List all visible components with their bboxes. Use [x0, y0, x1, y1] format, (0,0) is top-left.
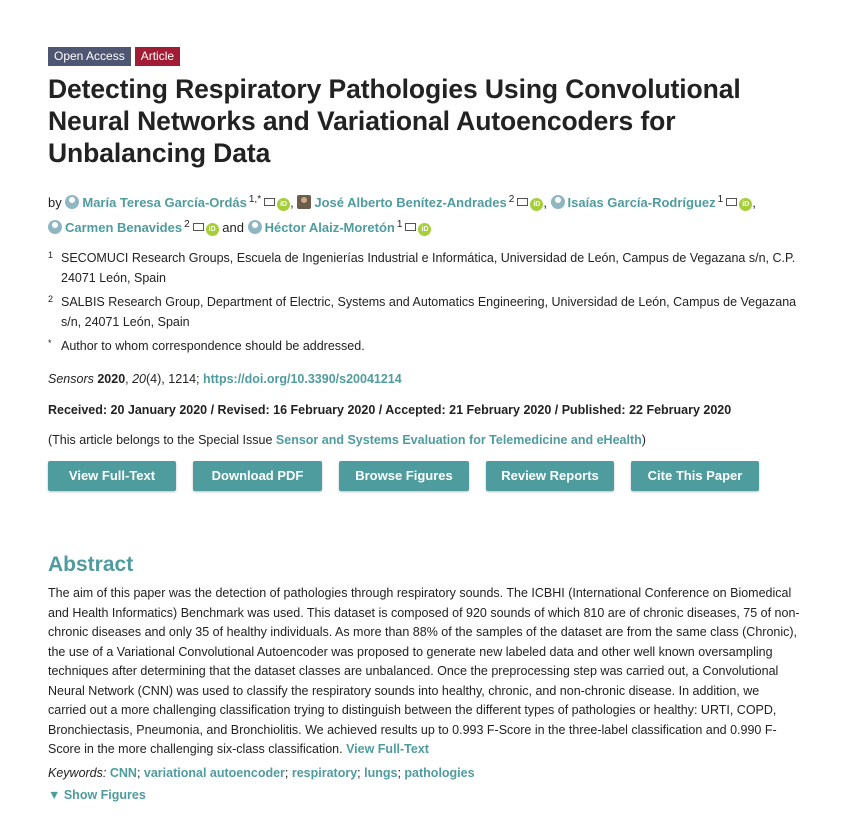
- author-link[interactable]: Isaías García-Rodríguez: [567, 195, 716, 210]
- affiliation-item: [48, 248, 800, 288]
- citation-volume: 20: [132, 372, 147, 386]
- author-avatar-icon: [551, 195, 565, 209]
- mail-icon[interactable]: [264, 198, 275, 206]
- affiliation-number: 2: [48, 294, 54, 304]
- mail-icon[interactable]: [517, 198, 528, 206]
- author-avatar-icon: [297, 195, 311, 209]
- affiliation-text: Author to whom correspondence should be addressed.: [61, 339, 365, 353]
- mail-icon[interactable]: [405, 223, 416, 231]
- open-access-badge[interactable]: Open Access: [48, 47, 131, 66]
- article-type-badge[interactable]: Article: [135, 47, 180, 66]
- special-issue-prefix: (This article belongs to the Special Issue: [48, 433, 276, 447]
- citation-pages: , 1214;: [161, 372, 203, 386]
- download-pdf-button[interactable]: Download PDF: [193, 461, 322, 491]
- affiliation-number: 1: [48, 250, 54, 260]
- author-affiliation-sup: 1: [396, 219, 403, 230]
- cite-this-paper-button[interactable]: Cite This Paper: [631, 461, 759, 491]
- author-link[interactable]: Carmen Benavides: [65, 220, 183, 235]
- author-avatar-icon: [65, 195, 79, 209]
- author-link[interactable]: José Alberto Benítez-Andrades: [314, 195, 507, 210]
- author-affiliation-sup: 1,*: [248, 194, 262, 205]
- orcid-icon[interactable]: iD: [418, 223, 431, 236]
- special-issue: [48, 431, 800, 449]
- abstract-heading: Abstract: [48, 553, 134, 576]
- author-link[interactable]: María Teresa García-Ordás: [82, 195, 247, 210]
- abstract-body: [48, 584, 800, 760]
- affiliation-number: *: [48, 338, 52, 348]
- authors-prefix: by: [48, 195, 62, 210]
- article-page: [48, 47, 800, 802]
- abstract-text: The aim of this paper was the detection of pathologies through respiratory sounds. The ICBHI (International Conference on Biomedical and Health Informatics) Benchmark was used. This dataset is composed of 920 sounds of which 810 are of chronic diseases, 75 of non-chronic diseases and only 35 of healthy individuals. As more than 88% of the samples of the dataset are from the same class (Chronic), the use of a Variational Convolutional Autoencoder was proposed to generate new labeled data and other well known oversampling techniques after determining that the dataset classes are unbalanced. Once the preprocessing step was carried out, a Convolutional Neural Network (CNN) was used to classify the respiratory sounds into healthy, chronic, and non-chronic disease. In addition, we carried out a more challenging classification trying to distinguish between the different types of pathologies or healthy: URTI, COPD, Bronchiectasis, Pneumonia, and Bronchiolitis. We achieved results up to 0.993 F-Score in the three-label classification and 0.990 F-Score in the more challenging six-class classification.: [48, 586, 800, 756]
- review-reports-button[interactable]: Review Reports: [486, 461, 614, 491]
- citation: Sensors 2020, 20(4), 1214; https://doi.org/10.3390/s20041214: [48, 372, 402, 386]
- show-figures-toggle[interactable]: ▼ Show Figures: [48, 787, 146, 802]
- keyword-link[interactable]: respiratory: [291, 765, 358, 780]
- author-avatar-icon: [48, 220, 62, 234]
- journal-name: Sensors: [48, 372, 94, 386]
- author-affiliation-sup: 2: [508, 194, 515, 205]
- mail-icon[interactable]: [193, 223, 204, 231]
- author-list: by María Teresa García-Ordás $^{1,*}$ iD , José Alberto Benítez-Andrades $^2$ iD , Isaías García-Rodríguez $^1$ iD , Carmen Benavides $^2$ iD and Héctor Alaiz-Moretón $^1$ iD: [48, 194, 756, 235]
- keywords: Keywords: CNN; variational autoencoder; respiratory; lungs; pathologies: [48, 765, 475, 780]
- orcid-icon[interactable]: iD: [739, 198, 752, 211]
- view-full-text-button[interactable]: View Full-Text: [48, 461, 176, 491]
- affiliation-text: SALBIS Research Group, Department of Electric, Systems and Automatics Engineering, Universidad de León, Campus de Vegazana s/n, 24071 León, Spain: [61, 295, 797, 329]
- keyword-link[interactable]: variational autoencoder: [143, 765, 285, 780]
- special-issue-link[interactable]: Sensor and Systems Evaluation for Telemedicine and eHealth: [275, 433, 642, 447]
- author-affiliation-sup: 1: [717, 194, 724, 205]
- abstract-full-text-link[interactable]: View Full-Text: [346, 742, 429, 756]
- badges: [48, 47, 800, 66]
- orcid-icon[interactable]: iD: [530, 198, 543, 211]
- special-issue-suffix: ): [641, 433, 646, 447]
- affiliations: [48, 248, 800, 356]
- author-avatar-icon: [248, 220, 262, 234]
- keyword-link[interactable]: pathologies: [404, 765, 475, 780]
- article-title: Detecting Respiratory Pathologies Using Convolutional Neural Networks and Variational Autoencoders for Unbalancing Data: [48, 74, 741, 168]
- orcid-icon[interactable]: iD: [277, 198, 290, 211]
- doi-link[interactable]: https://doi.org/10.3390/s20041214: [203, 372, 402, 386]
- keyword-link[interactable]: CNN: [109, 765, 137, 780]
- keywords-label: Keywords:: [48, 765, 107, 780]
- author-affiliation-sup: 2: [184, 219, 190, 230]
- action-buttons: [48, 461, 800, 491]
- affiliation-item: [48, 336, 800, 356]
- citation-year: 2020: [97, 372, 126, 386]
- mail-icon[interactable]: [726, 198, 737, 206]
- keyword-link[interactable]: lungs: [364, 765, 398, 780]
- author-link[interactable]: Héctor Alaiz-Moretón: [264, 220, 395, 235]
- affiliation-text: SECOMUCI Research Groups, Escuela de Ingenierías Industrial e Informática, Universidad de León, Campus de Vegazana s/n, C.P. 24071 León, Spain: [61, 251, 796, 285]
- authors-and: and: [222, 220, 244, 235]
- affiliation-item: [48, 292, 800, 332]
- orcid-icon[interactable]: iD: [206, 223, 219, 236]
- citation-issue: (4): [146, 372, 162, 386]
- browse-figures-button[interactable]: Browse Figures: [339, 461, 469, 491]
- publication-dates: Received: 20 January 2020 / Revised: 16 February 2020 / Accepted: 21 February 2020 / Published: 22 February 2020: [48, 403, 732, 417]
